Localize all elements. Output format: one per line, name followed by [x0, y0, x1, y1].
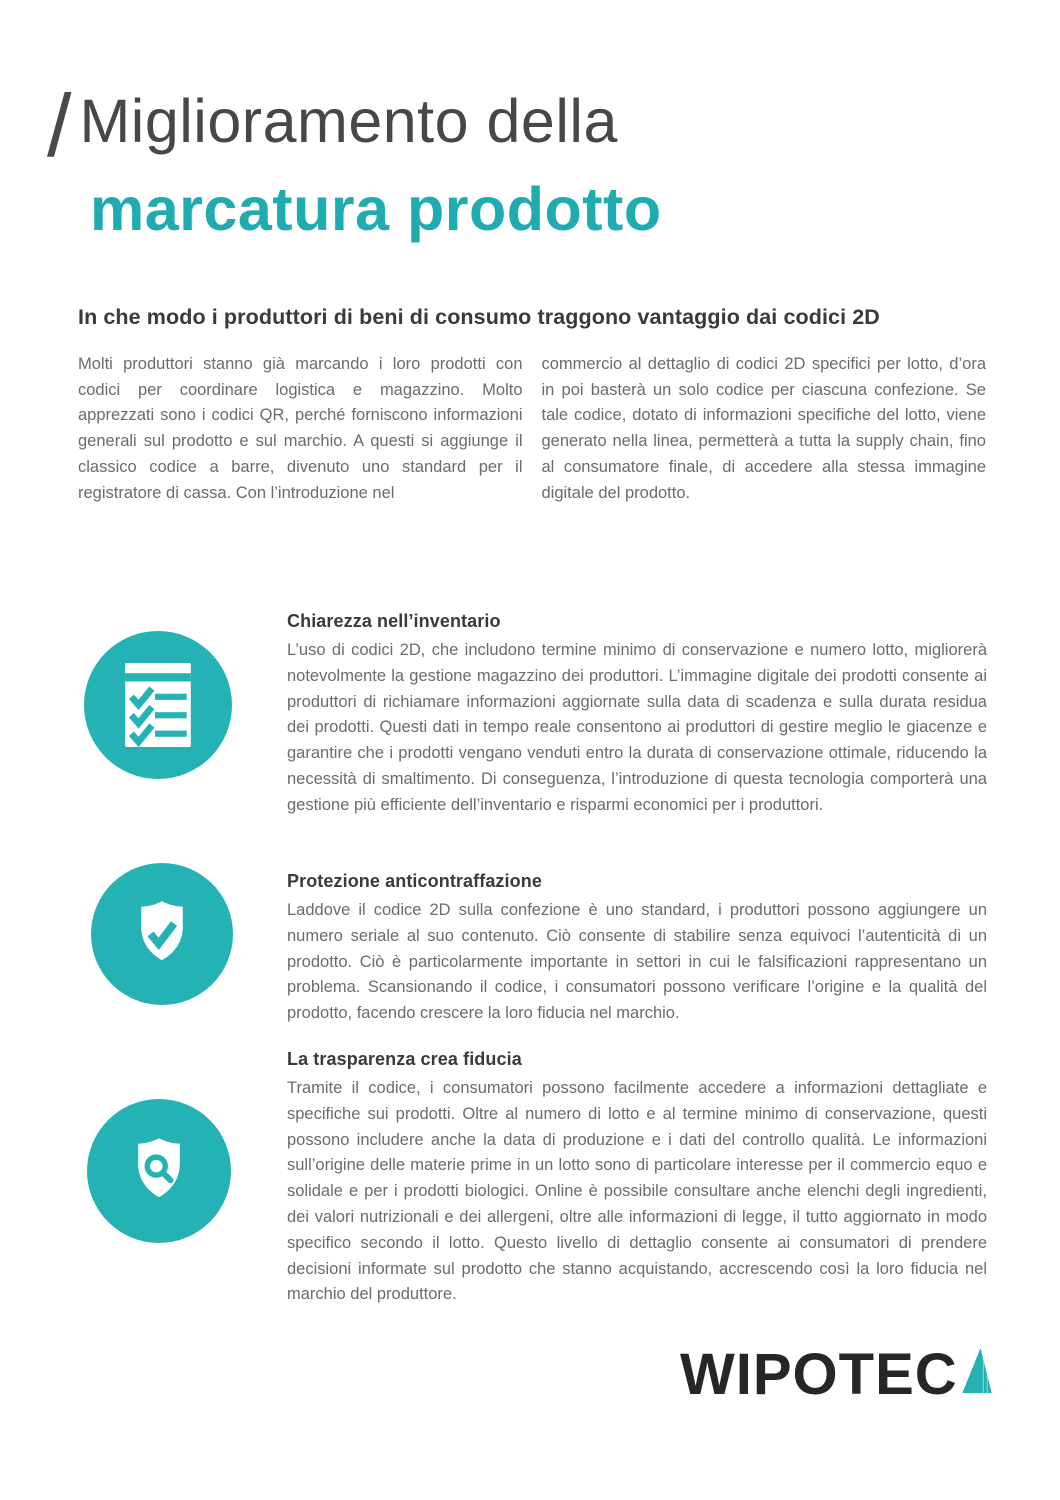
article-subtitle: In che modo i produttori di beni di consumo traggono vantaggio dai codici 2D	[78, 305, 880, 329]
intro-paragraphs	[78, 352, 986, 506]
section-body: L’uso di codici 2D, che includono termine minimo di conservazione e numero lotto, migliorerà notevolmente la gestione magazzino dei produttori. L’immagine digitale dei prodotti consente ai produttori di richiamare informazioni aggiornate sulla data di scadenza e sulla durata residua dei prodotti. Questi dati in tempo reale consentono ai produttori di gestire meglio le giacenze e garantire che i prodotti vengano venduti entro la durata di conservazione ottimale, riducendo la necessità di smaltimento. Di conseguenza, l’introduzione di questa tecnologia comporterà una gestione più efficiente dell’inventario e risparmi economici per i produttori.	[287, 641, 987, 814]
section-heading: Chiarezza nell’inventario	[287, 611, 501, 631]
shield-search-icon	[87, 1099, 231, 1243]
section-body: Tramite il codice, i consumatori possono facilmente accedere a informazioni dettagliate e specifiche sui prodotti. Oltre al numero di lotto e al termine minimo di conservazione, questi possono includere anche la data di produzione e i dati del controllo qualità. Le informazioni sull’origine delle materie prime in un lotto sono di particolare interesse per il commercio equo e solidale e per i prodotti biologici. Online è possibile consultare anche elenchi degli ingredienti, dei valori nutrizionali e dei allergeni, oltre alle informazioni di legge, il tutto aggiornato in modo specifico secondo il lotto. Questo livello di dettaglio consente ai consumatori di prendere decisioni informate sul prodotto che stanno acquistando, accrescendo così la loro fiducia nel marchio del produttore.	[287, 1079, 987, 1304]
document-title	[47, 76, 662, 243]
title-line-2: marcatura prodotto	[90, 175, 662, 243]
section-transparency	[287, 1049, 987, 1308]
checklist-icon	[84, 631, 232, 779]
section-anticounterfeit	[287, 871, 987, 1027]
wipotec-logo	[680, 1342, 992, 1407]
intro-column-right: commercio al dettaglio di codici 2D specifici per lotto, d’ora in poi basterà un solo codice per ciascuna confezione. Se tale codice, dotato di informazioni specifiche del lotto, viene generato nella linea, permetterà a tutta la supply chain, fino al consumatore finale, di accedere alla stessa immagine digitale del prodotto.	[541, 355, 986, 502]
section-heading: Protezione anticontraffazione	[287, 871, 542, 891]
intro-column-left: Molti produttori stanno già marcando i loro prodotti con codici per coordinare logistica e magazzino. Molto apprezzati sono i codici QR, perché forniscono informazioni generali sul prodotto e sul marchio. A questi si aggiunge il classico codice a barre, divenuto uno standard per il registratore di cassa. Con l’introduzione nel	[78, 355, 523, 502]
title-line-1: Miglioramento della	[79, 87, 618, 155]
logo-text: WIPOTEC	[680, 1342, 958, 1407]
section-inventory	[287, 611, 987, 819]
title-slash-mark: /	[47, 76, 72, 175]
section-body: Laddove il codice 2D sulla confezione è uno standard, i produttori possono aggiungere un numero seriale al suo contenuto. Ciò consente di stabilire senza equivoci l’autenticità di un prodotto. Ciò è particolarmente importante in settori in cui le falsificazioni rappresentano un problema. Scansionando il codice, i consumatori possono verificare l’origine e la qualità del prodotto, facendo crescere la loro fiducia nel marchio.	[287, 901, 987, 1023]
shield-check-icon	[91, 863, 233, 1005]
logo-triangle-icon	[962, 1348, 992, 1393]
section-heading: La trasparenza crea fiducia	[287, 1049, 522, 1069]
